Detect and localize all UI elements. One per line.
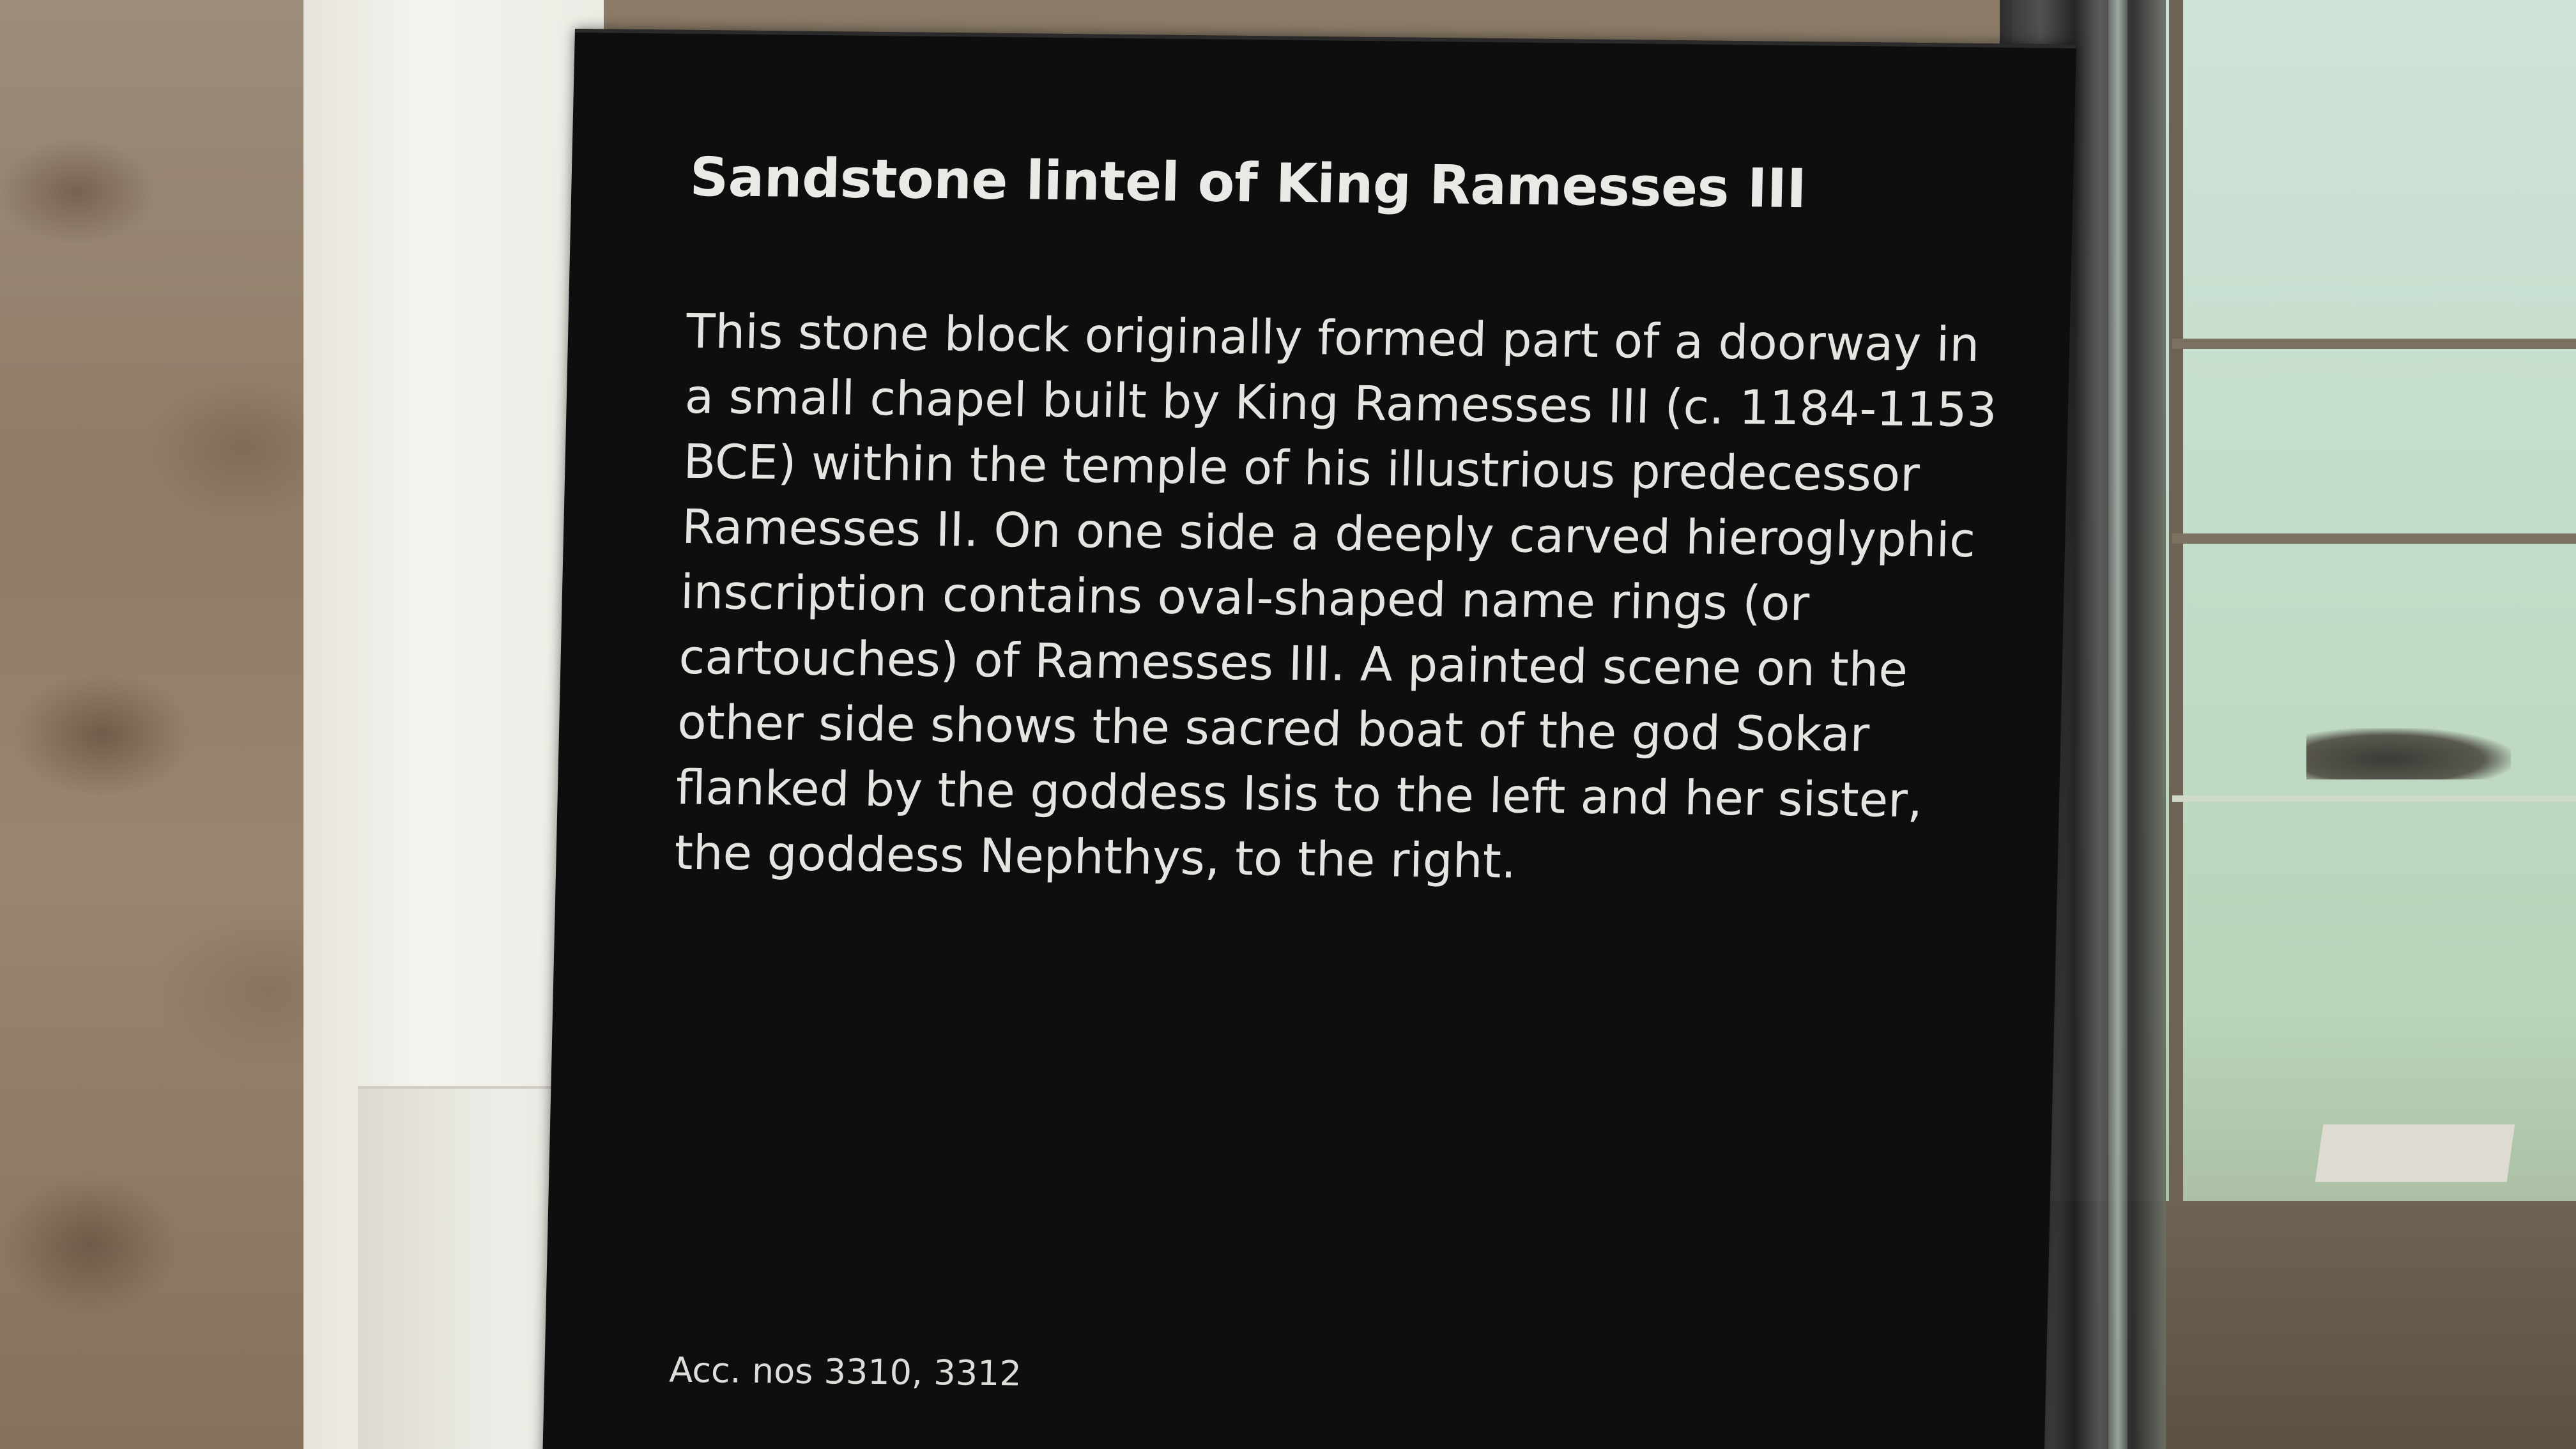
label-body-line: BCE) within the temple of his illustrious predecessor [682,434,1920,503]
label-body-line: a small chapel built by King Ramesses III (c. 1184-1153 [684,369,1998,438]
label-body-line: flanked by the goddess Isis to the left and her sister, [675,760,1924,829]
label-body-line: cartouches) of Ramesses III. A painted scene on the [678,629,1908,698]
label-body-line: Ramesses II. On one side a deeply carved hieroglyphic [681,499,1976,568]
label-body-line: This stone block originally formed part of a doorway in [686,303,1981,373]
display-case-frame [2169,0,2183,1214]
label-title: Sandstone lintel of King Ramesses III [689,145,1807,220]
label-body-line: inscription contains oval-shaped name rings (or [680,564,1810,632]
glass-reflection [2108,0,2128,1449]
background-label-card [2315,1124,2515,1182]
case-shelf [2172,339,2576,349]
museum-label-panel [542,29,2076,1449]
label-body-line: other side shows the sacred boat of the god Sokar [677,694,1871,763]
accession-numbers: Acc. nos 3310, 3312 [668,1349,1022,1394]
label-body [673,299,1998,899]
label-body-line: the goddess Nephthys, to the right. [673,825,1517,889]
case-shelf [2172,795,2576,802]
background-artifact [2306,728,2511,779]
case-shelf [2172,533,2576,544]
